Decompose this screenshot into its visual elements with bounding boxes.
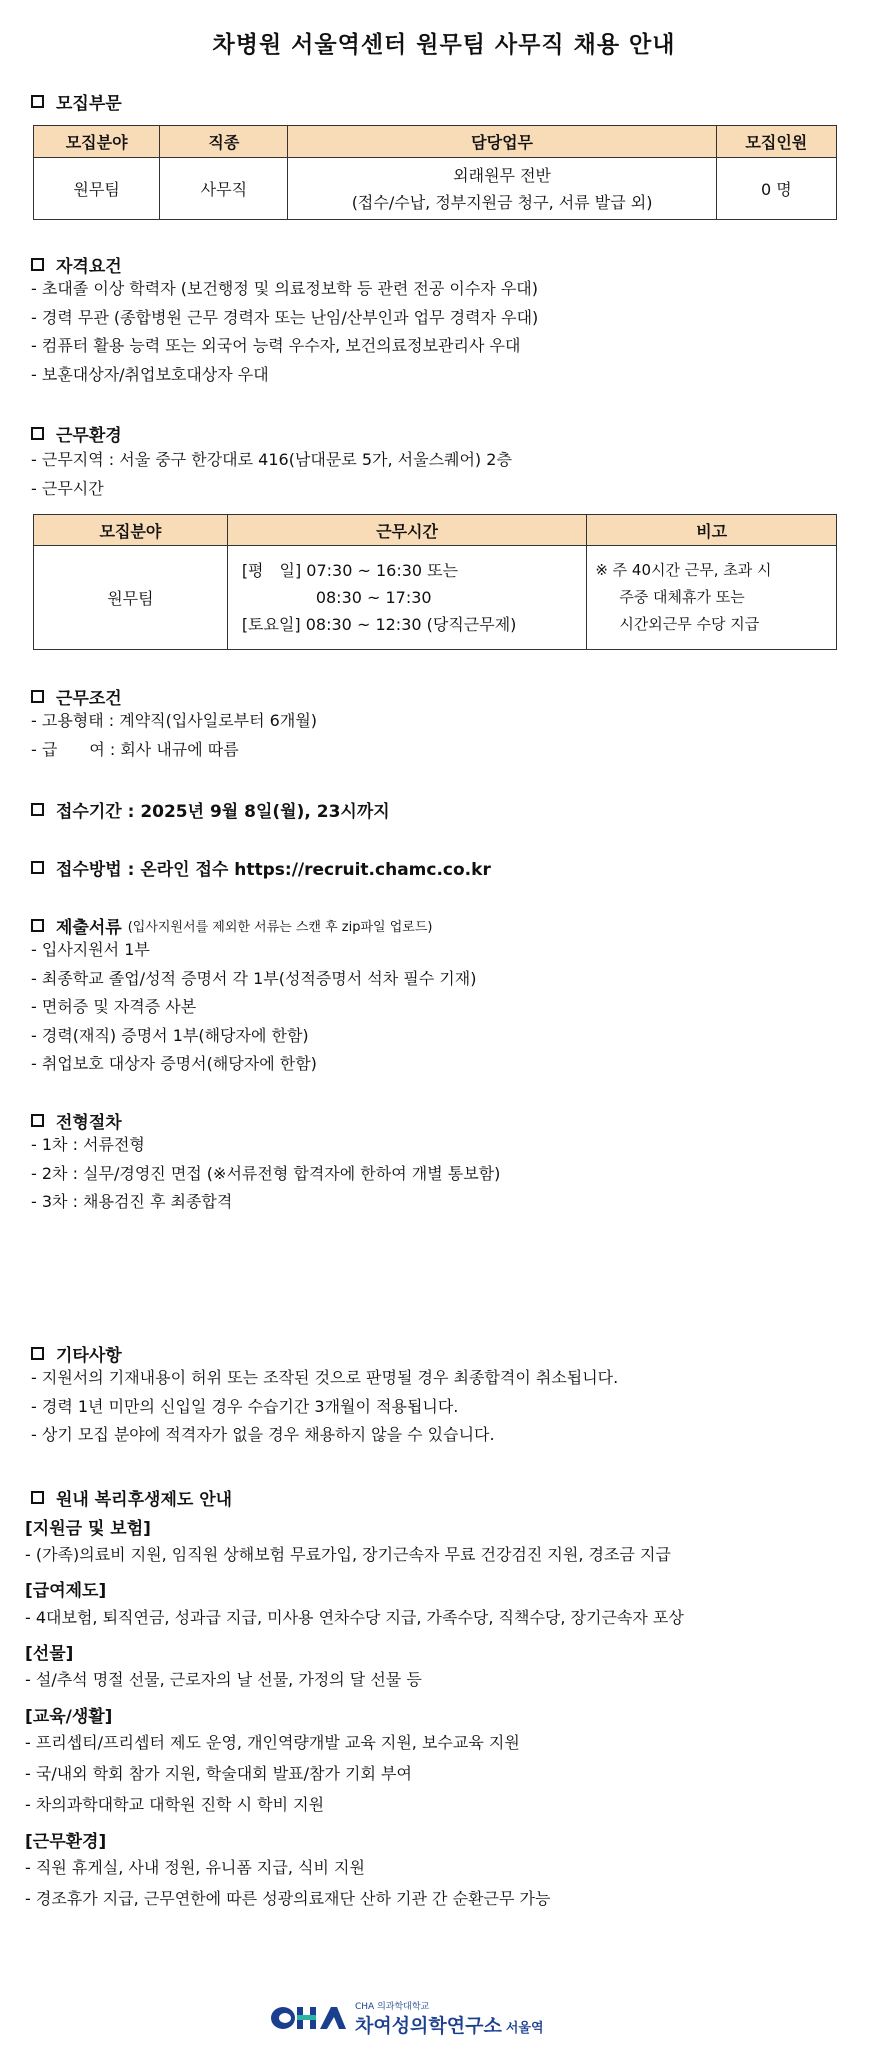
logo-name: 차여성의학연구소	[355, 2015, 502, 2037]
table-header-cell: 모집분야	[34, 515, 228, 546]
note-line: 주중 대체휴가 또는	[619, 588, 745, 606]
table-cell-note	[587, 546, 837, 650]
table-row	[34, 158, 837, 220]
section-heading-label: 전형절차	[56, 1113, 122, 1133]
welfare-edu-list	[25, 1727, 520, 1820]
table-cell: 원무팀	[34, 546, 228, 650]
work-hours-table	[33, 514, 837, 650]
hours-line: 08:30 ~ 17:30	[315, 588, 432, 607]
welfare-env-title: [근무환경]	[25, 1832, 107, 1852]
footer-logo	[270, 1999, 610, 2039]
checkbox-square-icon	[31, 1347, 44, 1360]
section-heading-environment	[31, 421, 122, 446]
section-heading-welfare	[31, 1485, 232, 1510]
environment-list	[31, 446, 512, 503]
cha-logo-mark-icon	[270, 2005, 346, 2031]
logo-university-text: CHA 의과학대학교	[355, 2002, 430, 2012]
list-item: - 차의과학대학교 대학원 진학 시 학비 지원	[25, 1795, 325, 1814]
section-heading-label: 근무환경	[56, 426, 122, 446]
welfare-gift-title: [선물]	[25, 1644, 74, 1664]
checkbox-square-icon	[31, 861, 44, 874]
note-line: ※ 주 40시간 근무, 초과 시	[595, 561, 772, 579]
section-heading-conditions	[31, 684, 122, 709]
table-cell: 사무직	[160, 158, 288, 220]
hours-line: [토요일] 08:30 ~ 12:30 (당직근무제)	[241, 615, 517, 634]
conditions-list	[31, 707, 317, 764]
list-item: - 지원서의 기재내용이 허위 또는 조작된 것으로 판명될 경우 최종합격이 취소됩니다.	[31, 1368, 619, 1387]
table-header-cell: 담당업무	[288, 126, 716, 158]
checkbox-square-icon	[31, 803, 44, 816]
checkbox-square-icon	[31, 919, 44, 932]
documents-list	[31, 936, 476, 1079]
application-period: 접수기간 : 2025년 9월 8일(월), 23시까지	[56, 802, 390, 822]
duty-line: (접수/수납, 정부지원금 청구, 서류 발급 외)	[351, 192, 653, 212]
checkbox-square-icon	[31, 690, 44, 703]
list-item: - 근무지역 : 서울 중구 한강대로 416(남대문로 5가, 서울스퀘어) 2층	[31, 450, 512, 469]
table-cell: 0 명	[716, 158, 836, 220]
section-heading-label: 근무조건	[56, 689, 122, 709]
table-cell-duty	[288, 158, 716, 220]
table-header-cell: 모집인원	[716, 126, 836, 158]
section-heading-recruit	[31, 89, 122, 114]
duty-line: 외래원무 전반	[453, 165, 551, 185]
table-header-cell: 직종	[160, 126, 288, 158]
process-list	[31, 1131, 500, 1217]
table-cell-hours	[227, 546, 587, 650]
section-heading-label: 자격요건	[56, 257, 122, 277]
section-heading-label: 기타사항	[56, 1346, 122, 1366]
section-heading-process	[31, 1108, 122, 1133]
list-item: - 프리셉티/프리셉터 제도 운영, 개인역량개발 교육 지원, 보수교육 지원	[25, 1733, 520, 1752]
list-item: - 보훈대상자/취업보호대상자 우대	[31, 364, 269, 384]
table-header-cell: 모집분야	[34, 126, 160, 158]
logo-institute-name	[355, 2011, 544, 2038]
checkbox-square-icon	[31, 95, 44, 108]
table-header-row	[34, 126, 837, 158]
list-item: - 경조휴가 지급, 근무연한에 따른 성광의료재단 산하 기관 간 순환근무 가능	[25, 1889, 551, 1908]
list-item: - 3차 : 채용검진 후 최종합격	[31, 1192, 233, 1211]
section-heading-label: 제출서류	[56, 918, 122, 938]
list-item: - 입사지원서 1부	[31, 940, 150, 959]
list-item: - 컴퓨터 활용 능력 또는 외국어 능력 우수자, 보건의료정보관리사 우대	[31, 336, 521, 355]
list-item: - 2차 : 실무/경영진 면접 (※서류전형 합격자에 한하여 개별 통보함)	[31, 1163, 501, 1183]
table-row	[34, 546, 837, 650]
list-item: - 면허증 및 자격증 사본	[31, 997, 197, 1016]
section-heading-period	[31, 797, 390, 822]
list-item: - 경력 무관 (종합병원 근무 경력자 또는 난임/산부인과 업무 경력자 우대)	[31, 307, 539, 327]
application-method[interactable]: 접수방법 : 온라인 접수 https://recruit.chamc.co.kr	[56, 860, 491, 880]
welfare-gift-item: - 설/추석 명절 선물, 근로자의 날 선물, 가정의 달 선물 등	[25, 1670, 422, 1689]
table-header-row	[34, 515, 837, 546]
section-heading-method	[31, 855, 491, 880]
list-item: - 직원 휴게실, 사내 정원, 유니폼 지급, 식비 지원	[25, 1858, 365, 1877]
list-item: - 경력 1년 미만의 신입일 경우 수습기간 3개월이 적용됩니다.	[31, 1396, 459, 1416]
checkbox-square-icon	[31, 427, 44, 440]
checkbox-square-icon	[31, 1114, 44, 1127]
page-title: 차병원 서울역센터 원무팀 사무직 채용 안내	[212, 32, 676, 58]
documents-note: (입사지원서를 제외한 서류는 스캔 후 zip파일 업로드)	[127, 920, 433, 935]
welfare-support-item: - (가족)의료비 지원, 임직원 상해보험 무료가입, 장기근속자 무료 건강검진 지원, 경조금 지급	[25, 1545, 671, 1564]
list-item: - 국/내외 학회 참가 지원, 학술대회 발표/참가 기회 부여	[25, 1764, 412, 1783]
list-item: - 급 여 : 회사 내규에 따름	[31, 739, 239, 759]
welfare-support-title: [지원금 및 보험]	[25, 1519, 151, 1539]
table-header-cell: 근무시간	[227, 515, 587, 546]
list-item: - 경력(재직) 증명서 1부(해당자에 한함)	[31, 1025, 309, 1045]
checkbox-square-icon	[31, 258, 44, 271]
logo-location: 서울역	[505, 2021, 544, 2036]
welfare-pay-title: [급여제도]	[25, 1581, 107, 1601]
list-item: - 상기 모집 분야에 적격자가 없을 경우 채용하지 않을 수 있습니다.	[31, 1425, 495, 1444]
list-item: - 1차 : 서류전형	[31, 1135, 145, 1154]
etc-list	[31, 1364, 618, 1450]
section-heading-label: 원내 복리후생제도 안내	[56, 1490, 233, 1510]
section-heading-documents	[31, 913, 433, 938]
welfare-pay-item: - 4대보험, 퇴직연금, 성과급 지급, 미사용 연차수당 지급, 가족수당, 직책수당, 장기근속자 포상	[25, 1608, 684, 1627]
section-heading-qualification	[31, 252, 122, 277]
list-item: - 근무시간	[31, 478, 104, 498]
hours-line: [평 일] 07:30 ~ 16:30 또는	[241, 561, 459, 580]
list-item: - 최종학교 졸업/성적 증명서 각 1부(성적증명서 석차 필수 기재)	[31, 968, 477, 988]
checkbox-square-icon	[31, 1491, 44, 1504]
qualification-list	[31, 275, 538, 389]
welfare-edu-title: [교육/생활]	[25, 1707, 113, 1727]
list-item: - 취업보호 대상자 증명서(해당자에 한함)	[31, 1054, 317, 1073]
table-cell: 원무팀	[34, 158, 160, 220]
section-heading-label: 모집부문	[56, 94, 122, 114]
table-header-cell: 비고	[587, 515, 837, 546]
note-line: 시간외근무 수당 지급	[619, 615, 760, 633]
recruit-table	[33, 125, 837, 220]
welfare-env-list	[25, 1852, 550, 1914]
list-item: - 초대졸 이상 학력자 (보건행정 및 의료정보학 등 관련 전공 이수자 우대)	[31, 279, 538, 298]
list-item: - 고용형태 : 계약직(입사일로부터 6개월)	[31, 711, 318, 730]
section-heading-etc	[31, 1341, 122, 1366]
